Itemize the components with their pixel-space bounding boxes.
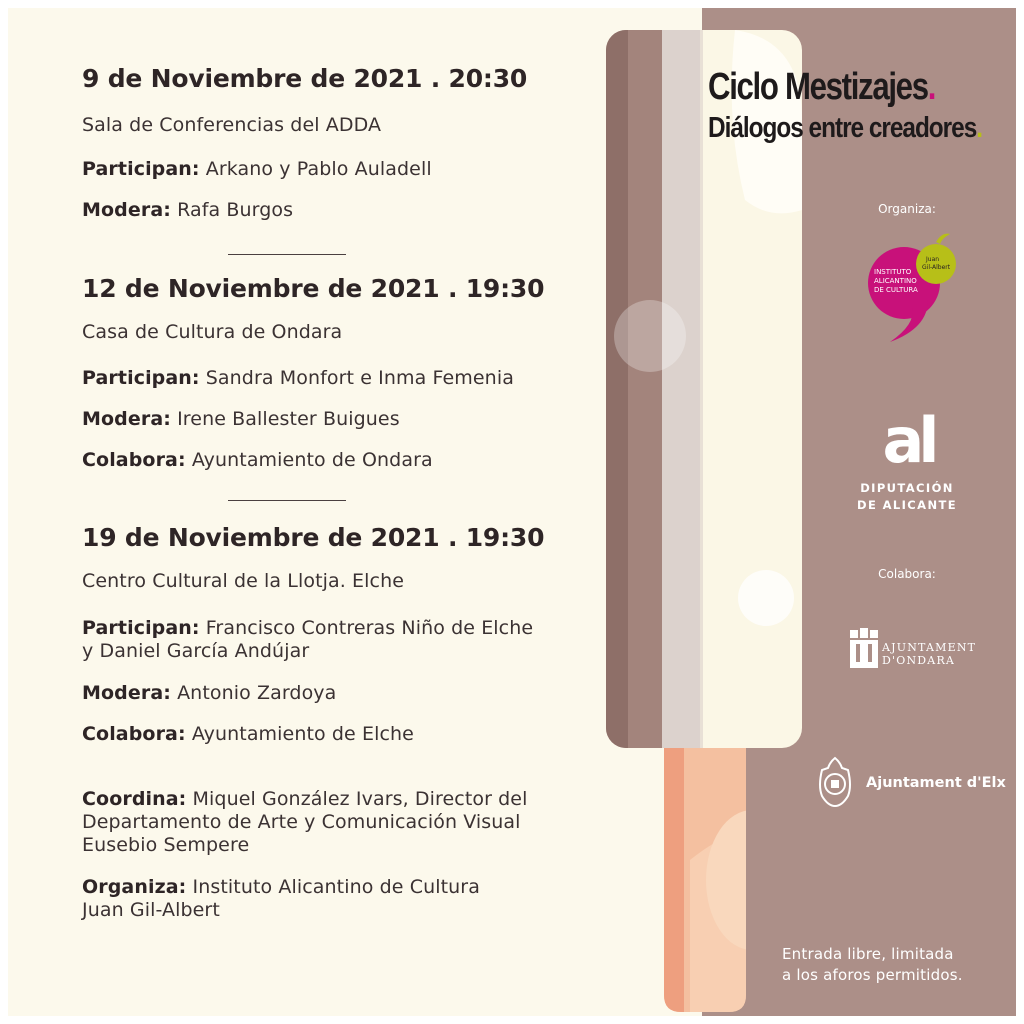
diputacion-name — [842, 480, 972, 514]
collaborator-value: Ayuntamiento de Ondara — [191, 449, 433, 471]
event-participants — [82, 367, 514, 389]
participants-label: Participan: — [82, 617, 200, 639]
diputacion-name-line: DE ALICANTE — [857, 498, 957, 512]
ondara-name-line: AJUNTAMENT — [882, 641, 977, 654]
section-divider — [228, 500, 346, 501]
moderator-label: Modera: — [82, 199, 171, 221]
popsicle-illustration — [600, 22, 820, 1012]
series-subtitle-text: Diálogos entre creadores — [708, 112, 977, 144]
coordination-label: Coordina: — [82, 788, 187, 810]
series-title — [708, 66, 935, 109]
collaborator-label: Colabora: — [82, 449, 186, 471]
organizer-line: Instituto Alicantino de Cultura — [192, 876, 480, 898]
coordination-line: Miquel González Ivars, Director del — [192, 788, 528, 810]
diputacion-name-line: DIPUTACIÓN — [860, 481, 954, 495]
moderator-label: Modera: — [82, 408, 171, 430]
collaborator-value: Ayuntamiento de Elche — [191, 723, 414, 745]
participants-value: Sandra Monfort e Inma Femenia — [205, 367, 514, 389]
organiza-label: Organiza: — [878, 202, 936, 216]
title-dot-pink: . — [927, 66, 936, 108]
moderator-label: Modera: — [82, 682, 171, 704]
coordination-line: Departamento de Arte y Comunicación Visual — [82, 811, 521, 833]
moderator-value: Rafa Burgos — [177, 199, 294, 221]
event-venue: Casa de Cultura de Ondara — [82, 321, 343, 343]
organizer-credit — [82, 876, 602, 922]
event-moderator — [82, 408, 400, 430]
ondara-name-line: D'ONDARA — [882, 654, 956, 667]
popsicle-stick — [664, 740, 798, 1012]
entry-note-line: a los aforos permitidos. — [782, 966, 963, 984]
event-collaborator — [82, 723, 414, 745]
event-participants — [82, 158, 432, 180]
series-subtitle — [708, 112, 982, 145]
event-venue: Centro Cultural de la Llotja. Elche — [82, 570, 405, 592]
iac-logo-text: ALICANTINO — [874, 277, 917, 285]
participants-value-continued: y Daniel García Andújar — [82, 640, 310, 662]
event-collaborator — [82, 449, 433, 471]
participants-label: Participan: — [82, 158, 200, 180]
participants-label: Participan: — [82, 367, 200, 389]
event-date: 19 de Noviembre de 2021 . 19:30 — [82, 523, 545, 552]
iac-logo-text: DE CULTURA — [874, 286, 918, 294]
iac-logo-text: Juan — [926, 256, 940, 263]
event-date: 9 de Noviembre de 2021 . 20:30 — [82, 64, 528, 93]
organizer-label: Organiza: — [82, 876, 187, 898]
title-dot-green: . — [976, 112, 982, 144]
colabora-label: Colabora: — [878, 567, 936, 581]
ondara-name — [882, 641, 976, 667]
elx-crest-icon — [814, 756, 856, 808]
series-title-text: Ciclo Mestizajes — [708, 66, 928, 108]
collaborator-label: Colabora: — [82, 723, 186, 745]
event-moderator — [82, 682, 336, 704]
moderator-value: Antonio Zardoya — [177, 682, 337, 704]
moderator-value: Irene Ballester Buigues — [177, 408, 400, 430]
participants-value: Arkano y Pablo Auladell — [205, 158, 432, 180]
coordination-line: Eusebio Sempere — [82, 834, 250, 856]
iac-logo-text: Gil-Albert — [922, 264, 951, 271]
iac-logo-icon — [862, 228, 972, 348]
event-participants — [82, 617, 602, 663]
elx-name: Ajuntament d'Elx — [866, 775, 1006, 791]
ondara-crest-icon — [848, 626, 880, 672]
event-moderator — [82, 199, 293, 221]
organizer-line: Juan Gil-Albert — [82, 899, 220, 921]
iac-logo-text: INSTITUTO — [874, 268, 912, 276]
coordination-credit — [82, 788, 602, 857]
section-divider — [228, 254, 346, 255]
diputacion-logo-mark: al — [882, 404, 934, 470]
participants-value: Francisco Contreras Niño de Elche — [205, 617, 534, 639]
diputacion-logo-icon — [876, 404, 940, 470]
entry-note — [782, 944, 963, 986]
event-date: 12 de Noviembre de 2021 . 19:30 — [82, 274, 545, 303]
event-venue: Sala de Conferencias del ADDA — [82, 114, 382, 136]
entry-note-line: Entrada libre, limitada — [782, 945, 954, 963]
